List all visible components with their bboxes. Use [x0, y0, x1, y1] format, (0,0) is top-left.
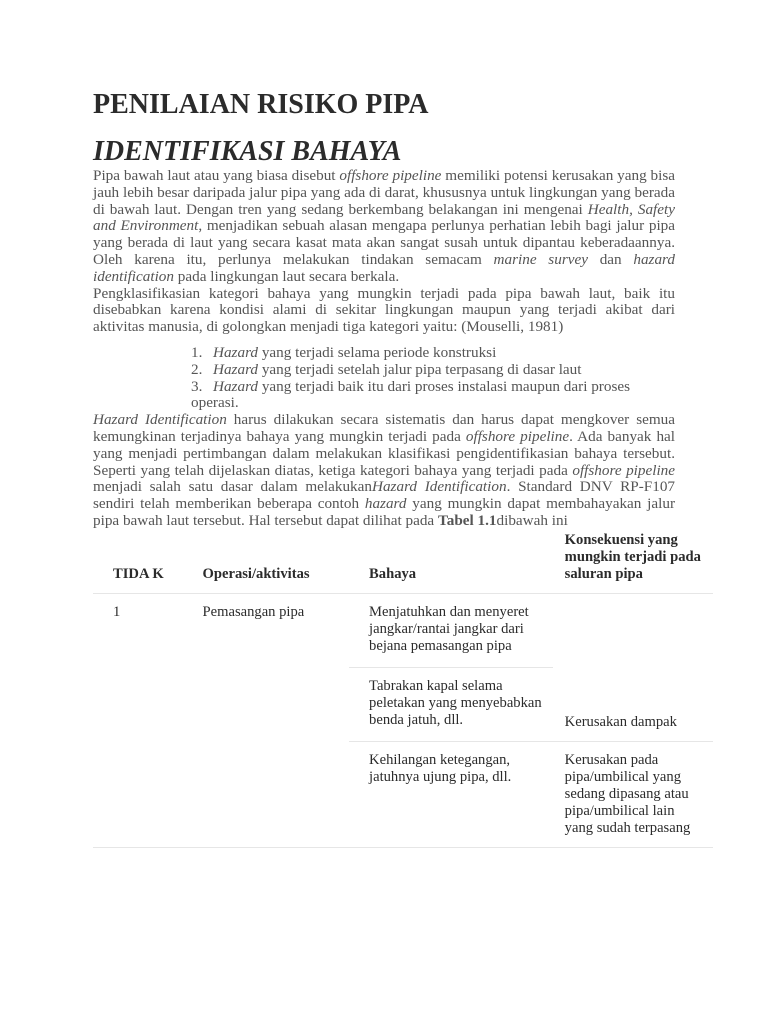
hazard-category-list: [93, 345, 675, 412]
text-run: pada lingkungan laut secara berkala.: [174, 267, 400, 285]
italic-term: offshore pipeline: [339, 167, 442, 184]
text-run: memiliki potensi kerusakan yang bisa jauh lebih besar daripada jalur pipa yang ada di darat, khususnya untuk lingkungan yang berada di bawah laut. Dengan tren yang sedang berkembang belakangan ini mengenai: [93, 167, 676, 218]
page-title: PENILAIAN RISIKO PIPA: [93, 89, 429, 120]
header-activity: Operasi/aktivitas: [183, 532, 350, 594]
italic-term: offshore pipeline: [465, 427, 570, 445]
hazard-cell: Tabrakan kapal selama peletakan yang menyebabkan benda jatuh, dll.: [349, 668, 553, 742]
italic-term: Hazard Identification: [372, 478, 507, 496]
paragraph-hazard-identification: [93, 412, 675, 530]
consequence-cell: [553, 594, 713, 742]
hazard-cell: Menjatuhkan dan menyeret jangkar/rantai jangkar dari bejana pemasangan pipa: [349, 594, 553, 668]
table-reference: Tabel 1.1: [437, 511, 497, 529]
header-hazard: Bahaya: [349, 532, 553, 594]
header-tidak: TIDA K: [93, 532, 183, 594]
table-row: [93, 594, 713, 668]
italic-term: Health, Safety and Environment: [93, 200, 675, 235]
text-run: , menjadikan sebuah alasan mengapa perlunya perhatian lebih bagi jalur pipa yang berada di laut yang secara kasat mata akan sangat susah untuk dipantau keberadaannya. Oleh karena itu, perlunya melakukan tindakan semacam: [93, 217, 676, 268]
italic-term: hazard: [364, 495, 407, 513]
text-run: menjadi salah satu dasar dalam melakukan: [93, 478, 372, 496]
text-run: dan: [587, 250, 634, 268]
hazard-cell: Kehilangan ketegangan, jatuhnya ujung pipa, dll.: [349, 742, 553, 848]
list-item: 1. Hazard yang terjadi selama periode konstruksi: [191, 343, 497, 361]
italic-term: marine survey: [493, 250, 588, 268]
text-run: yang mungkin dapat membahayakan jalur pipa bawah laut tersebut. Hal tersebut dapat dilihat pada: [93, 495, 675, 529]
paragraph-intro: [93, 168, 675, 286]
text-run: . Standard DNV RP-F107 sendiri telah memberikan beberapa contoh: [93, 478, 676, 513]
text-run: Pipa bawah laut atau yang biasa disebut: [93, 167, 340, 184]
hazard-table: [93, 532, 713, 848]
italic-term: hazard identification: [93, 250, 675, 285]
list-item: 2. Hazard yang terjadi setelah jalur pipa terpasang di dasar laut: [191, 360, 582, 378]
row-activity: Pemasangan pipa: [183, 594, 350, 848]
hazard-table-container: [93, 532, 713, 848]
list-item: 3. Hazard yang terjadi baik itu dari proses instalasi maupun dari proses operasi.: [191, 377, 631, 412]
consequence-text: Kerusakan dampak: [564, 714, 677, 730]
row-number: 1: [93, 594, 183, 848]
text-run: dibawah ini: [496, 511, 568, 529]
table-header-row: [93, 532, 713, 594]
italic-term: offshore pipeline: [572, 461, 675, 479]
paragraph-classification: Pengklasifikasian kategori bahaya yang mungkin terjadi pada pipa bawah laut, baik itu disebabkan karena kondisi alami di sekitar lingkungan maupun yang terjadi akibat dari aktivitas manusia, di golongkan menjadi tiga kategori yaitu: (Mouselli, 1981): [93, 284, 675, 336]
consequence-cell: Kerusakan pada pipa/umbilical yang sedang dipasang atau pipa/umbilical lain yang sudah terpasang: [553, 742, 713, 848]
header-consequence: Konsekuensi yang mungkin terjadi pada saluran pipa: [553, 532, 713, 594]
italic-term: Hazard Identification: [93, 411, 227, 429]
section-heading: IDENTIFIKASI BAHAYA: [93, 136, 402, 167]
text-run: harus dilakukan secara sistematis dan harus dapat mengkover semua kemungkinan terjadinya bahaya yang mungkin terjadi pada: [93, 411, 675, 445]
text-run: . Ada banyak hal yang menjadi pertimbangan dalam melakukan klasifikasi pengidentifikasian bahaya tersebut. Seperti yang telah dijelaskan diatas, ketiga kategori bahaya yang terjadi pada: [93, 427, 675, 479]
document-body: [93, 88, 675, 530]
